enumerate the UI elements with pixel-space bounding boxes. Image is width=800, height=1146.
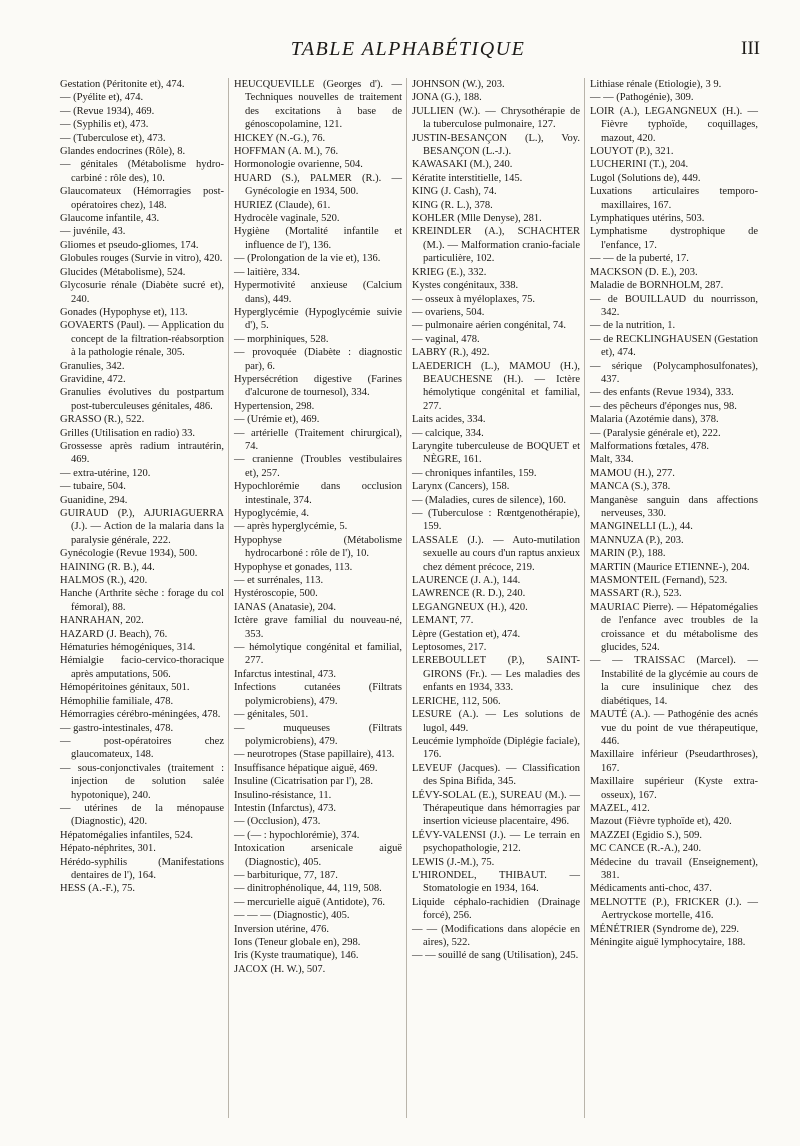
index-entry: MAZEL, 412. xyxy=(590,802,650,814)
page-title: TABLE ALPHABÉTIQUE xyxy=(290,38,526,60)
index-entry: — utérines de la ménopause (Diagnostic), 420. xyxy=(60,802,224,828)
index-entry: Hydrocèle vaginale, 520. xyxy=(234,213,340,225)
index-entry: HAZARD (J. Beach), 76. xyxy=(60,628,168,640)
index-entry: — muqueuses (Filtrats polymicrobiens), 479. xyxy=(234,722,402,747)
index-entry: Maladie de BORNHOLM, 287. xyxy=(590,280,724,292)
index-entry: LESURE (A.). — Les solutions de lugol, 449. xyxy=(412,709,580,734)
index-entry: LEGANGNEUX (H.), 420. xyxy=(412,601,528,613)
index-entry: Hépatomégalies infantiles, 524. xyxy=(60,829,193,841)
index-entry: LUCHERINI (T.), 204. xyxy=(590,159,689,171)
index-entry: — neurotropes (Stase papillaire), 413. xyxy=(234,749,395,761)
index-entry: — et surrénales, 113. xyxy=(234,575,324,587)
index-entry: Intoxication arsenicale aiguë (Diagnostic), 405. xyxy=(234,843,402,868)
index-entry: GUIRAUD (P.), AJURIAGUERRA (J.). — Action de la malaria dans la paralysie générale, 222. xyxy=(60,508,224,546)
index-entry: — génitales (Métabolisme hydro-carbiné : rôle des), 10. xyxy=(60,159,224,184)
index-entry: MAMOU (H.), 277. xyxy=(590,467,675,479)
index-entry: Grossesse après radium intrautérin, 469. xyxy=(60,440,224,466)
index-entry: LAURENCE (J. A.), 144. xyxy=(412,575,521,587)
index-entry: — gastro-intestinales, 478. xyxy=(60,722,174,734)
index-entry: LÉVY-VALENSI (J.). — Le terrain en psychopathologie, 212. xyxy=(412,829,580,855)
index-entry: — artérielle (Traitement chirurgical), 74. xyxy=(234,427,402,452)
index-entry: — après hyperglycémie, 5. xyxy=(234,521,348,533)
index-entry: KREINDLER (A.), SCHACHTER (M.). — Malformation cranio-faciale particulière, 102. xyxy=(412,226,580,265)
index-entry: Hypersécrétion digestive (Farines d'alcurone de tournesol), 334. xyxy=(234,373,402,399)
index-entry: — (Maladies, cures de silence), 160. xyxy=(412,494,566,506)
index-entry: — vaginal, 478. xyxy=(412,333,480,345)
index-entry: L'HIRONDEL, THIBAUT. — Stomatologie en 1934, 164. xyxy=(412,869,580,895)
index-entry: Hygiène (Mortalité infantile et influence de l'), 136. xyxy=(234,226,402,251)
index-entry: Hypochlorémie dans occlusion intestinale, 374. xyxy=(234,481,402,506)
index-entry: Granulies, 342. xyxy=(60,360,125,372)
index-entry: — sous-conjonctivales (traitement : injection de solution salée hypotonique), 240. xyxy=(60,762,224,801)
index-entry: Hypertension, 298. xyxy=(234,400,315,412)
index-entry: KRIEG (E.), 332. xyxy=(412,266,487,278)
index-entry: Hystéroscopie, 500. xyxy=(234,588,318,600)
index-entry: Glucides (Métabolisme), 524. xyxy=(60,266,186,278)
index-entry: Hormonologie ovarienne, 504. xyxy=(234,159,363,171)
index-entry: LAEDERICH (L.), MAMOU (H.), BEAUCHESNE (H.). — Ictère hémolytique congénital et familial, 277. xyxy=(412,360,580,412)
index-entry: Intestin (Infarctus), 473. xyxy=(234,802,337,814)
index-entry: KAWASAKI (M.), 240. xyxy=(412,159,513,171)
index-entry: Gravidine, 472. xyxy=(60,373,126,385)
index-entry: MANCA (S.), 378. xyxy=(590,481,671,493)
index-entry: Glaucomateux (Hémorragies post-opératoires chez), 148. xyxy=(60,186,224,211)
index-entry: Malaria (Azotémie dans), 378. xyxy=(590,414,719,426)
index-entry: MANNUZA (P.), 203. xyxy=(590,534,684,546)
index-entry: LAWRENCE (R. D.), 240. xyxy=(412,588,526,600)
index-entry: Leucémie lymphoïde (Diplégie faciale), 176. xyxy=(412,735,580,761)
index-entry: Iris (Kyste traumatique), 146. xyxy=(234,950,359,962)
index-entry: LERICHE, 112, 506. xyxy=(412,695,501,707)
index-entry: — de la nutrition, 1. xyxy=(590,320,676,332)
index-entry: Inversion utérine, 476. xyxy=(234,923,330,935)
index-entry: KOHLER (Mlle Denyse), 281. xyxy=(412,213,542,225)
index-entry: LASSALE (J.). — Auto-mutilation sexuelle au cours d'un raptus anxieux chez dément précoce, 219. xyxy=(412,534,580,573)
index-entry: Médicaments anti-choc, 437. xyxy=(590,883,712,895)
index-entry: Leptosomes, 217. xyxy=(412,642,487,654)
index-entry: MÉNÉTRIER (Syndrome de), 229. xyxy=(590,923,740,935)
index-entry: Méningite aiguë lymphocytaire, 188. xyxy=(590,937,746,948)
index-entry: LEREBOULLET (P.), SAINT-GIRONS (Fr.). — Les maladies des enfants en 1934, 333. xyxy=(412,655,580,694)
index-entry: Gonades (Hypophyse et), 113. xyxy=(60,306,188,318)
index-entry: Hérédo-syphilis (Manifestations dentaires de l'), 164. xyxy=(60,856,224,881)
index-entry: — — (Pathogénie), 309. xyxy=(590,92,694,104)
index-entry: LOIR (A.), LEGANGNEUX (H.). — Fièvre typhoïde, coquillages, mazout, 420. xyxy=(590,105,758,144)
index-entry: LEMANT, 77. xyxy=(412,615,474,627)
index-column-1 xyxy=(58,78,228,1118)
index-entry: HURIEZ (Claude), 61. xyxy=(234,199,331,211)
index-entry: — extra-utérine, 120. xyxy=(60,467,151,479)
index-entry: Ictère grave familial du nouveau-né, 353. xyxy=(234,615,402,640)
index-entry: Globules rouges (Survie in vitro), 420. xyxy=(60,253,223,265)
index-entry: Gliomes et pseudo-gliomes, 174. xyxy=(60,239,199,251)
index-entry: MAURIAC Pierre). — Hépatomégalies de l'enfance avec troubles de la croissance et du métabolisme des glucides, 524. xyxy=(590,601,758,654)
index-entry: Kératite interstitielle, 145. xyxy=(412,172,523,184)
index-entry: MASMONTEIL (Fernand), 523. xyxy=(590,575,728,587)
index-entry: — cranienne (Troubles vestibulaires et), 257. xyxy=(234,454,402,479)
index-entry: Grilles (Utilisation en radio) 33. xyxy=(60,427,196,439)
index-entry: — des enfants (Revue 1934), 333. xyxy=(590,387,734,399)
index-entry: Infections cutanées (Filtrats polymicrobiens), 479. xyxy=(234,682,402,707)
index-entry: MARIN (P.), 188. xyxy=(590,548,666,560)
index-entry: Liquide céphalo-rachidien (Drainage forcé), 256. xyxy=(412,896,580,922)
index-entry: Hanche (Arthrite sèche : forage du col fémoral), 88. xyxy=(60,588,224,613)
index-entry: Hémialgie facio-cervico-thoracique après amputations, 506. xyxy=(60,655,224,680)
index-entry: KING (R. L.), 378. xyxy=(412,199,493,211)
index-entry: — (Revue 1934), 469. xyxy=(60,105,155,117)
index-entry: Glandes endocrines (Rôle), 8. xyxy=(60,146,186,158)
index-entry: — (Urémie et), 469. xyxy=(234,414,320,426)
index-entry: HUARD (S.), PALMER (R.). — Gynécologie en 1934, 500. xyxy=(234,172,402,198)
index-entry: — tubaire, 504. xyxy=(60,481,126,493)
index-entry: Granulies évolutives du postpartum post-tuberculeuses génitales, 486. xyxy=(60,387,224,412)
index-entry: Hémorragies cérébro-méningées, 478. xyxy=(60,709,221,721)
index-entry: Hypophyse et gonades, 113. xyxy=(234,561,353,573)
index-entry: JACOX (H. W.), 507. xyxy=(234,963,326,975)
index-entry: — — TRAISSAC (Marcel). — Instabilité de la glycémie au cours de la cure insulinique chez des diabétiques, 14. xyxy=(590,655,758,707)
index-entry: JOHNSON (W.), 203. xyxy=(412,79,505,90)
index-entry: MC CANCE (R.-A.), 240. xyxy=(590,843,702,855)
index-entry: LABRY (R.), 492. xyxy=(412,347,490,359)
index-entry: HALMOS (R.), 420. xyxy=(60,575,148,587)
index-entry: Gestation (Péritonite et), 474. xyxy=(60,79,185,90)
index-entry: MELNOTTE (P.), FRICKER (J.). — Aertryckose mortelle, 416. xyxy=(590,896,758,922)
index-entry: Infarctus intestinal, 473. xyxy=(234,668,337,680)
index-entry: — (Tuberculose et), 473. xyxy=(60,132,166,144)
index-entry: — sérique (Polycamphosulfonates), 437. xyxy=(590,360,758,385)
index-entry: — calcique, 334. xyxy=(412,427,484,439)
index-entry: MACKSON (D. E.), 203. xyxy=(590,266,698,278)
index-entry: GOVAERTS (Paul). — Application du concept de la filtration-réabsorption à la pathologie rénale, 305. xyxy=(60,320,224,359)
index-entry: Ions (Teneur globale en), 298. xyxy=(234,937,361,948)
index-entry: MAZZEI (Egidio S.), 509. xyxy=(590,829,702,841)
index-entry: — génitales, 501. xyxy=(234,709,309,721)
index-entry: HAINING (R. B.), 44. xyxy=(60,561,155,573)
index-entry: Hémophilie familiale, 478. xyxy=(60,695,174,707)
index-column-2 xyxy=(228,78,406,1118)
index-entry: Insuffisance hépatique aiguë, 469. xyxy=(234,762,378,774)
index-entry: MAUTÉ (A.). — Pathogénie des acnés vue du point de vue thérapeutique, 446. xyxy=(590,709,758,747)
index-entry: MARTIN (Maurice ETIENNE-), 204. xyxy=(590,561,750,573)
index-entry: — — de la puberté, 17. xyxy=(590,253,689,265)
index-entry: — — — (Diagnostic), 405. xyxy=(234,910,350,922)
index-entry: — des pêcheurs d'éponges nus, 98. xyxy=(590,400,737,412)
index-entry: — — souillé de sang (Utilisation), 245. xyxy=(412,950,579,962)
index-entry: Lithiase rénale (Etiologie), 3 9. xyxy=(590,79,722,90)
index-entry: Maxillaire supérieur (Kyste extra-osseux), 167. xyxy=(590,776,758,801)
index-entry: Maxillaire inférieur (Pseudarthroses), 167. xyxy=(590,749,758,774)
index-entry: Lèpre (Gestation et), 474. xyxy=(412,628,521,640)
index-entry: — (Pyélite et), 474. xyxy=(60,92,144,104)
index-entry: LEVEUF (Jacques). — Classification des Spina Bifida, 345. xyxy=(412,762,580,788)
index-entry: GRASSO (R.), 522. xyxy=(60,414,145,426)
index-entry: HICKEY (N.-G.), 76. xyxy=(234,132,326,144)
index-entry: Manganèse sanguin dans affections nerveuses, 330. xyxy=(590,494,758,519)
index-entry: MASSART (R.), 523. xyxy=(590,588,682,600)
index-entry: Gynécologie (Revue 1934), 500. xyxy=(60,548,198,560)
index-entry: LOUYOT (P.), 321. xyxy=(590,146,674,158)
index-entry: JUSTIN-BESANÇON (L.), Voy. BESANÇON (L.-J.). xyxy=(412,132,580,158)
index-entry: HANRAHAN, 202. xyxy=(60,615,144,627)
index-entry: — chroniques infantiles, 159. xyxy=(412,467,537,479)
index-entry: JULLIEN (W.). — Chrysothérapie de la tuberculose pulmonaire, 127. xyxy=(412,105,580,131)
page-number: III xyxy=(741,38,760,59)
index-entry: JONA (G.), 188. xyxy=(412,92,482,104)
index-entry: Guanidine, 294. xyxy=(60,494,128,506)
index-entry: Hypermotivité anxieuse (Calcium dans), 449. xyxy=(234,280,402,305)
index-entry: Glycosurie rénale (Diabète sucré et), 240. xyxy=(60,280,224,305)
index-entry: — mercurielle aiguë (Antidote), 76. xyxy=(234,896,386,908)
index-entry: — laitière, 334. xyxy=(234,266,300,278)
index-entry: Lymphatiques utérins, 503. xyxy=(590,213,705,225)
index-entry: Médecine du travail (Enseignement), 381. xyxy=(590,856,758,881)
index-entry: Kystes congénitaux, 338. xyxy=(412,280,519,292)
index-entry: — hémolytique congénital et familial, 277. xyxy=(234,642,402,667)
index-entry: Hyperglycémie (Hypoglycémie suivie d'), 5. xyxy=(234,306,402,332)
index-column-4 xyxy=(584,78,762,1118)
index-column-3 xyxy=(406,78,584,1118)
index-entry: HOFFMAN (A. M.), 76. xyxy=(234,146,339,158)
index-entry: — (Syphilis et), 473. xyxy=(60,119,149,131)
index-entry: Insulino-résistance, 11. xyxy=(234,789,332,801)
index-entry: Malformations fœtales, 478. xyxy=(590,440,709,452)
index-columns xyxy=(58,78,762,1118)
index-entry: Glaucome infantile, 43. xyxy=(60,213,160,225)
index-entry: Hématuries hémogéniques, 314. xyxy=(60,642,196,654)
index-entry: Hypoglycémie, 4. xyxy=(234,508,309,519)
index-entry: — (Prolongation de la vie et), 136. xyxy=(234,253,381,265)
index-entry: — (Paralysie générale et), 222. xyxy=(590,427,721,439)
index-entry: — (Occlusion), 473. xyxy=(234,816,321,828)
index-entry: — post-opératoires chez glaucomateux, 148. xyxy=(60,735,224,761)
index-entry: KING (J. Cash), 74. xyxy=(412,186,497,198)
index-entry: — dinitrophénolique, 44, 119, 508. xyxy=(234,883,382,895)
index-entry: Insuline (Cicatrisation par l'), 28. xyxy=(234,776,373,788)
index-entry: — provoquée (Diabète : diagnostic par), 6. xyxy=(234,347,402,372)
index-entry: IANAS (Anatasie), 204. xyxy=(234,601,337,613)
index-entry: Hémopéritoines génitaux, 501. xyxy=(60,682,190,694)
index-entry: LEWIS (J.-M.), 75. xyxy=(412,856,495,868)
index-entry: Hypophyse (Métabolisme hydrocarboné : rôle de l'), 10. xyxy=(234,534,402,560)
index-entry: Larynx (Cancers), 158. xyxy=(412,481,510,493)
index-entry: HESS (A.-F.), 75. xyxy=(60,883,135,895)
index-entry: Mazout (Fièvre typhoïde et), 420. xyxy=(590,816,732,828)
index-entry: — de RECKLINGHAUSEN (Gestation et), 474. xyxy=(590,333,758,359)
index-entry: — pulmonaire aérien congénital, 74. xyxy=(412,320,566,332)
index-entry: Luxations articulaires temporo-maxillaires, 167. xyxy=(590,186,758,211)
index-entry: — — (Modifications dans alopécie en aires), 522. xyxy=(412,923,580,948)
index-entry: Lugol (Solutions de), 449. xyxy=(590,172,701,184)
index-entry: — ovariens, 504. xyxy=(412,306,485,318)
index-entry: MANGINELLI (L.), 44. xyxy=(590,521,693,533)
index-entry: — (Tuberculose : Rœntgenothérapie), 159. xyxy=(412,508,580,533)
index-entry: Laits acides, 334. xyxy=(412,414,486,426)
index-entry: Malt, 334. xyxy=(590,454,634,466)
index-entry: — de BOUILLAUD du nourrisson, 342. xyxy=(590,293,758,318)
index-entry: LÉVY-SOLAL (E.), SUREAU (M.). — Thérapeutique dans hémorragies par insertion vicieuse placentaire, 496. xyxy=(412,789,580,828)
index-entry: — morphiniques, 528. xyxy=(234,333,329,345)
index-entry: — barbiturique, 77, 187. xyxy=(234,869,338,881)
index-entry: Laryngite tuberculeuse de BOQUET et NÈGRE, 161. xyxy=(412,440,580,466)
page-header xyxy=(56,38,760,68)
index-entry: — juvénile, 43. xyxy=(60,226,126,238)
index-entry: Lymphatisme dystrophique de l'enfance, 17. xyxy=(590,226,758,251)
index-entry: — osseux à myéloplaxes, 75. xyxy=(412,293,536,305)
index-entry: HEUCQUEVILLE (Georges d'). — Techniques nouvelles de traitement des excitations à base de génoscopolamine, 121. xyxy=(234,79,402,131)
index-entry: — (— : hypochlorémie), 374. xyxy=(234,829,360,841)
index-entry: Hépato-néphrites, 301. xyxy=(60,843,156,855)
